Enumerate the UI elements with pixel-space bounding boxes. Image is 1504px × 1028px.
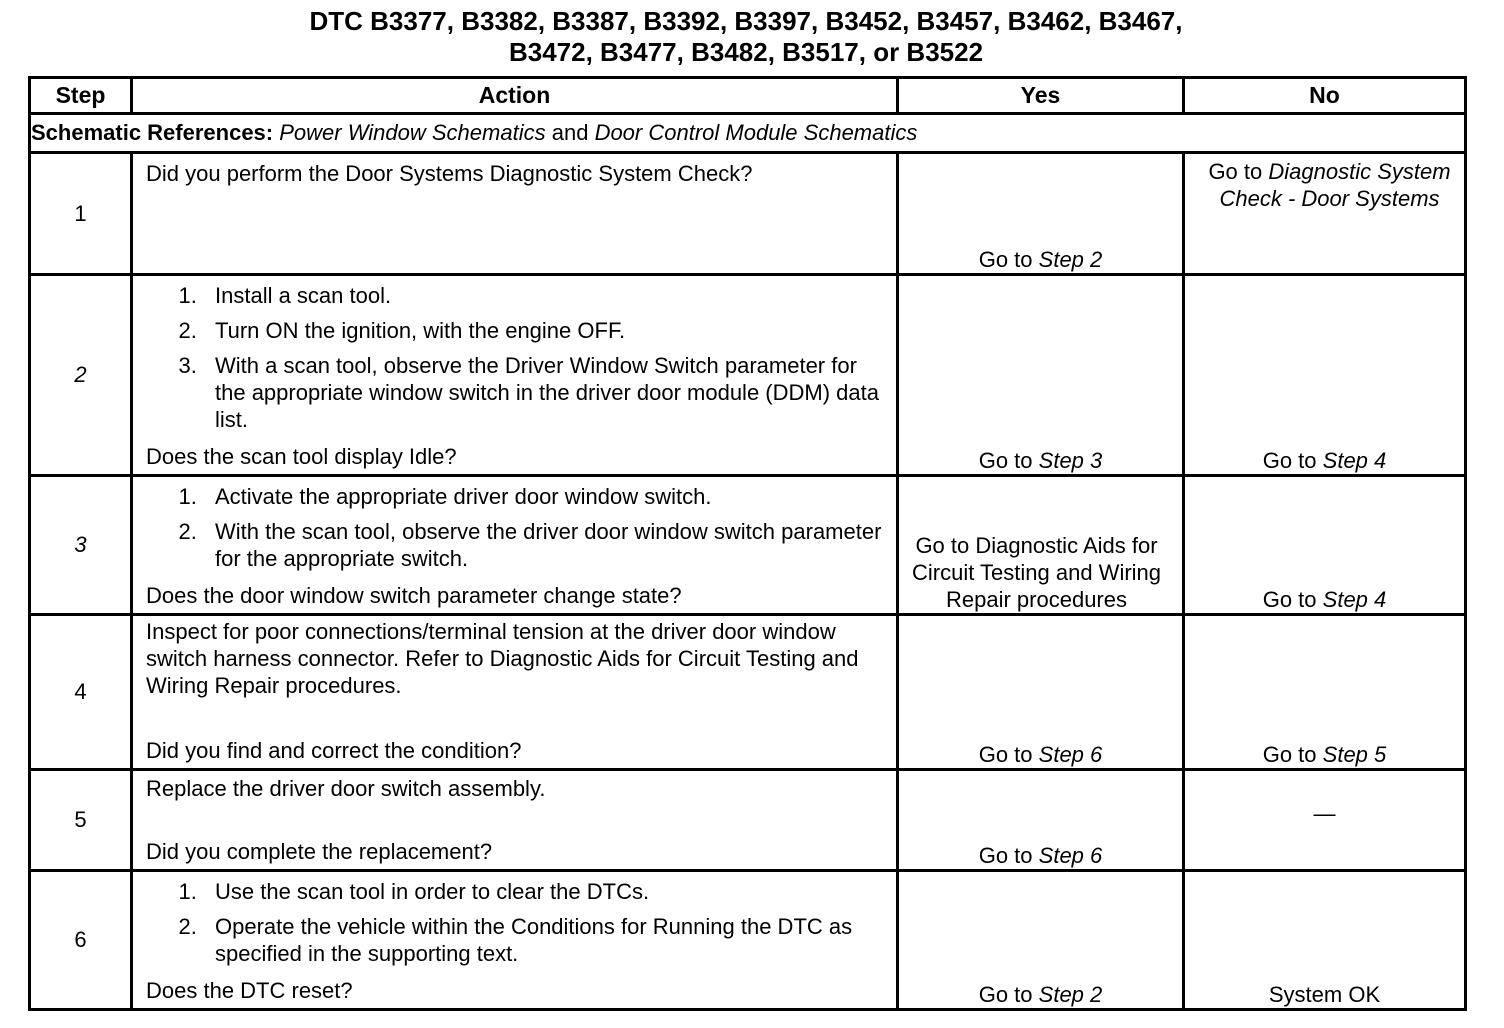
action-question: Did you find and correct the condition? xyxy=(146,738,522,763)
header-yes: Yes xyxy=(898,78,1184,114)
action-question: Does the DTC reset? xyxy=(146,978,353,1003)
yes-cell[interactable]: Go to Step 3 xyxy=(898,275,1184,476)
no-cell xyxy=(1184,871,1466,1010)
title-line-1: DTC B3377, B3382, B3387, B3392, B3397, B3452, B3457, B3462, B3467, xyxy=(309,6,1183,36)
schematic-link-door-control[interactable]: Door Control Module Schematics xyxy=(594,120,918,145)
action-list xyxy=(146,878,890,975)
yes-cell[interactable] xyxy=(898,476,1184,615)
action-list xyxy=(146,282,890,441)
yes-cell[interactable]: Go to Step 6 xyxy=(898,770,1184,871)
action-question: Does the scan tool display Idle? xyxy=(146,444,457,469)
action-cell xyxy=(132,275,898,476)
table-row xyxy=(30,615,1466,770)
action-question: Did you perform the Door Systems Diagnostic System Check? xyxy=(146,161,753,186)
header-action: Action xyxy=(132,78,898,114)
not-applicable-dash: — xyxy=(1313,800,1336,826)
diagnostic-check-link[interactable]: Diagnostic System Check - Door Systems xyxy=(1219,159,1451,211)
no-cell[interactable]: Go to Step 4 xyxy=(1184,476,1466,615)
no-cell[interactable]: Go to Diagnostic System Check - Door Systems xyxy=(1184,153,1466,275)
step-link[interactable]: Step 5 xyxy=(1322,742,1387,767)
table-row xyxy=(30,476,1466,615)
schematic-label: Schematic References: xyxy=(31,120,274,145)
table-row xyxy=(30,871,1466,1010)
step-link[interactable]: Step 4 xyxy=(1322,448,1387,473)
step-link[interactable]: Step 6 xyxy=(1038,843,1103,868)
step-number: 6 xyxy=(30,871,132,1010)
schematic-link-power-window[interactable]: Power Window Schematics xyxy=(279,120,546,145)
page-title xyxy=(28,6,1464,68)
step-link[interactable]: Step 2 xyxy=(1038,247,1103,272)
no-cell[interactable]: Go to Step 5 xyxy=(1184,615,1466,770)
step-number: 5 xyxy=(30,770,132,871)
schematic-joiner: and xyxy=(551,120,589,145)
step-link[interactable]: Step 4 xyxy=(1322,587,1387,612)
step-number: 3 xyxy=(30,476,132,615)
list-item: 1. Use the scan tool in order to clear the DTCs. xyxy=(203,878,890,905)
step-number: 4 xyxy=(30,615,132,770)
list-item: 1. Install a scan tool. xyxy=(203,282,890,309)
schematic-row xyxy=(30,114,1466,153)
list-item: 3. With a scan tool, observe the Driver Window Switch parameter for the appropriate window switch in the driver door module (DDM) data list. xyxy=(203,352,890,433)
step-link[interactable]: Step 2 xyxy=(1038,982,1103,1007)
list-item: 2. Turn ON the ignition, with the engine OFF. xyxy=(203,317,890,344)
header-row xyxy=(30,78,1466,114)
step-number: 2 xyxy=(30,275,132,476)
header-step: Step xyxy=(30,78,132,114)
step-link[interactable]: Step 6 xyxy=(1038,742,1103,767)
step-link[interactable]: Step 3 xyxy=(1038,448,1103,473)
table-row xyxy=(30,770,1466,871)
yes-cell[interactable]: Go to Step 6 xyxy=(898,615,1184,770)
action-cell xyxy=(132,770,898,871)
action-text: Replace the driver door switch assembly. xyxy=(146,776,546,801)
action-cell xyxy=(132,871,898,1010)
list-item: 2. Operate the vehicle within the Conditions for Running the DTC as specified in the supporting text. xyxy=(203,913,890,967)
diagnostic-table xyxy=(28,76,1467,1011)
no-cell[interactable]: Go to Step 4 xyxy=(1184,275,1466,476)
yes-cell[interactable]: Go to Step 2 xyxy=(898,871,1184,1010)
list-item: 2. With the scan tool, observe the driver door window switch parameter for the appropriate switch. xyxy=(203,518,890,572)
title-line-2: B3472, B3477, B3482, B3517, or B3522 xyxy=(508,37,984,67)
step-number: 1 xyxy=(30,153,132,275)
action-cell xyxy=(132,615,898,770)
yes-cell[interactable]: Go to Step 2 xyxy=(898,153,1184,275)
no-cell xyxy=(1184,770,1466,871)
action-cell xyxy=(132,153,898,275)
action-list xyxy=(146,483,890,580)
action-text: Inspect for poor connections/terminal tension at the driver door window switch harness connector. Refer to Diagnostic Aids for Circuit Testing and Wiring Repair procedures. xyxy=(146,619,859,698)
action-cell xyxy=(132,476,898,615)
table-row xyxy=(30,275,1466,476)
header-no: No xyxy=(1184,78,1466,114)
schematic-references xyxy=(30,114,1466,153)
diagnostic-aids-link[interactable]: Go to Diagnostic Aids for Circuit Testing and Wiring Repair procedures xyxy=(911,533,1162,612)
table-row xyxy=(30,153,1466,275)
action-question: Does the door window switch parameter change state? xyxy=(146,583,682,608)
action-question: Did you complete the replacement? xyxy=(146,839,493,864)
system-ok-text: System OK xyxy=(1268,982,1381,1007)
list-item: 1. Activate the appropriate driver door window switch. xyxy=(203,483,890,510)
